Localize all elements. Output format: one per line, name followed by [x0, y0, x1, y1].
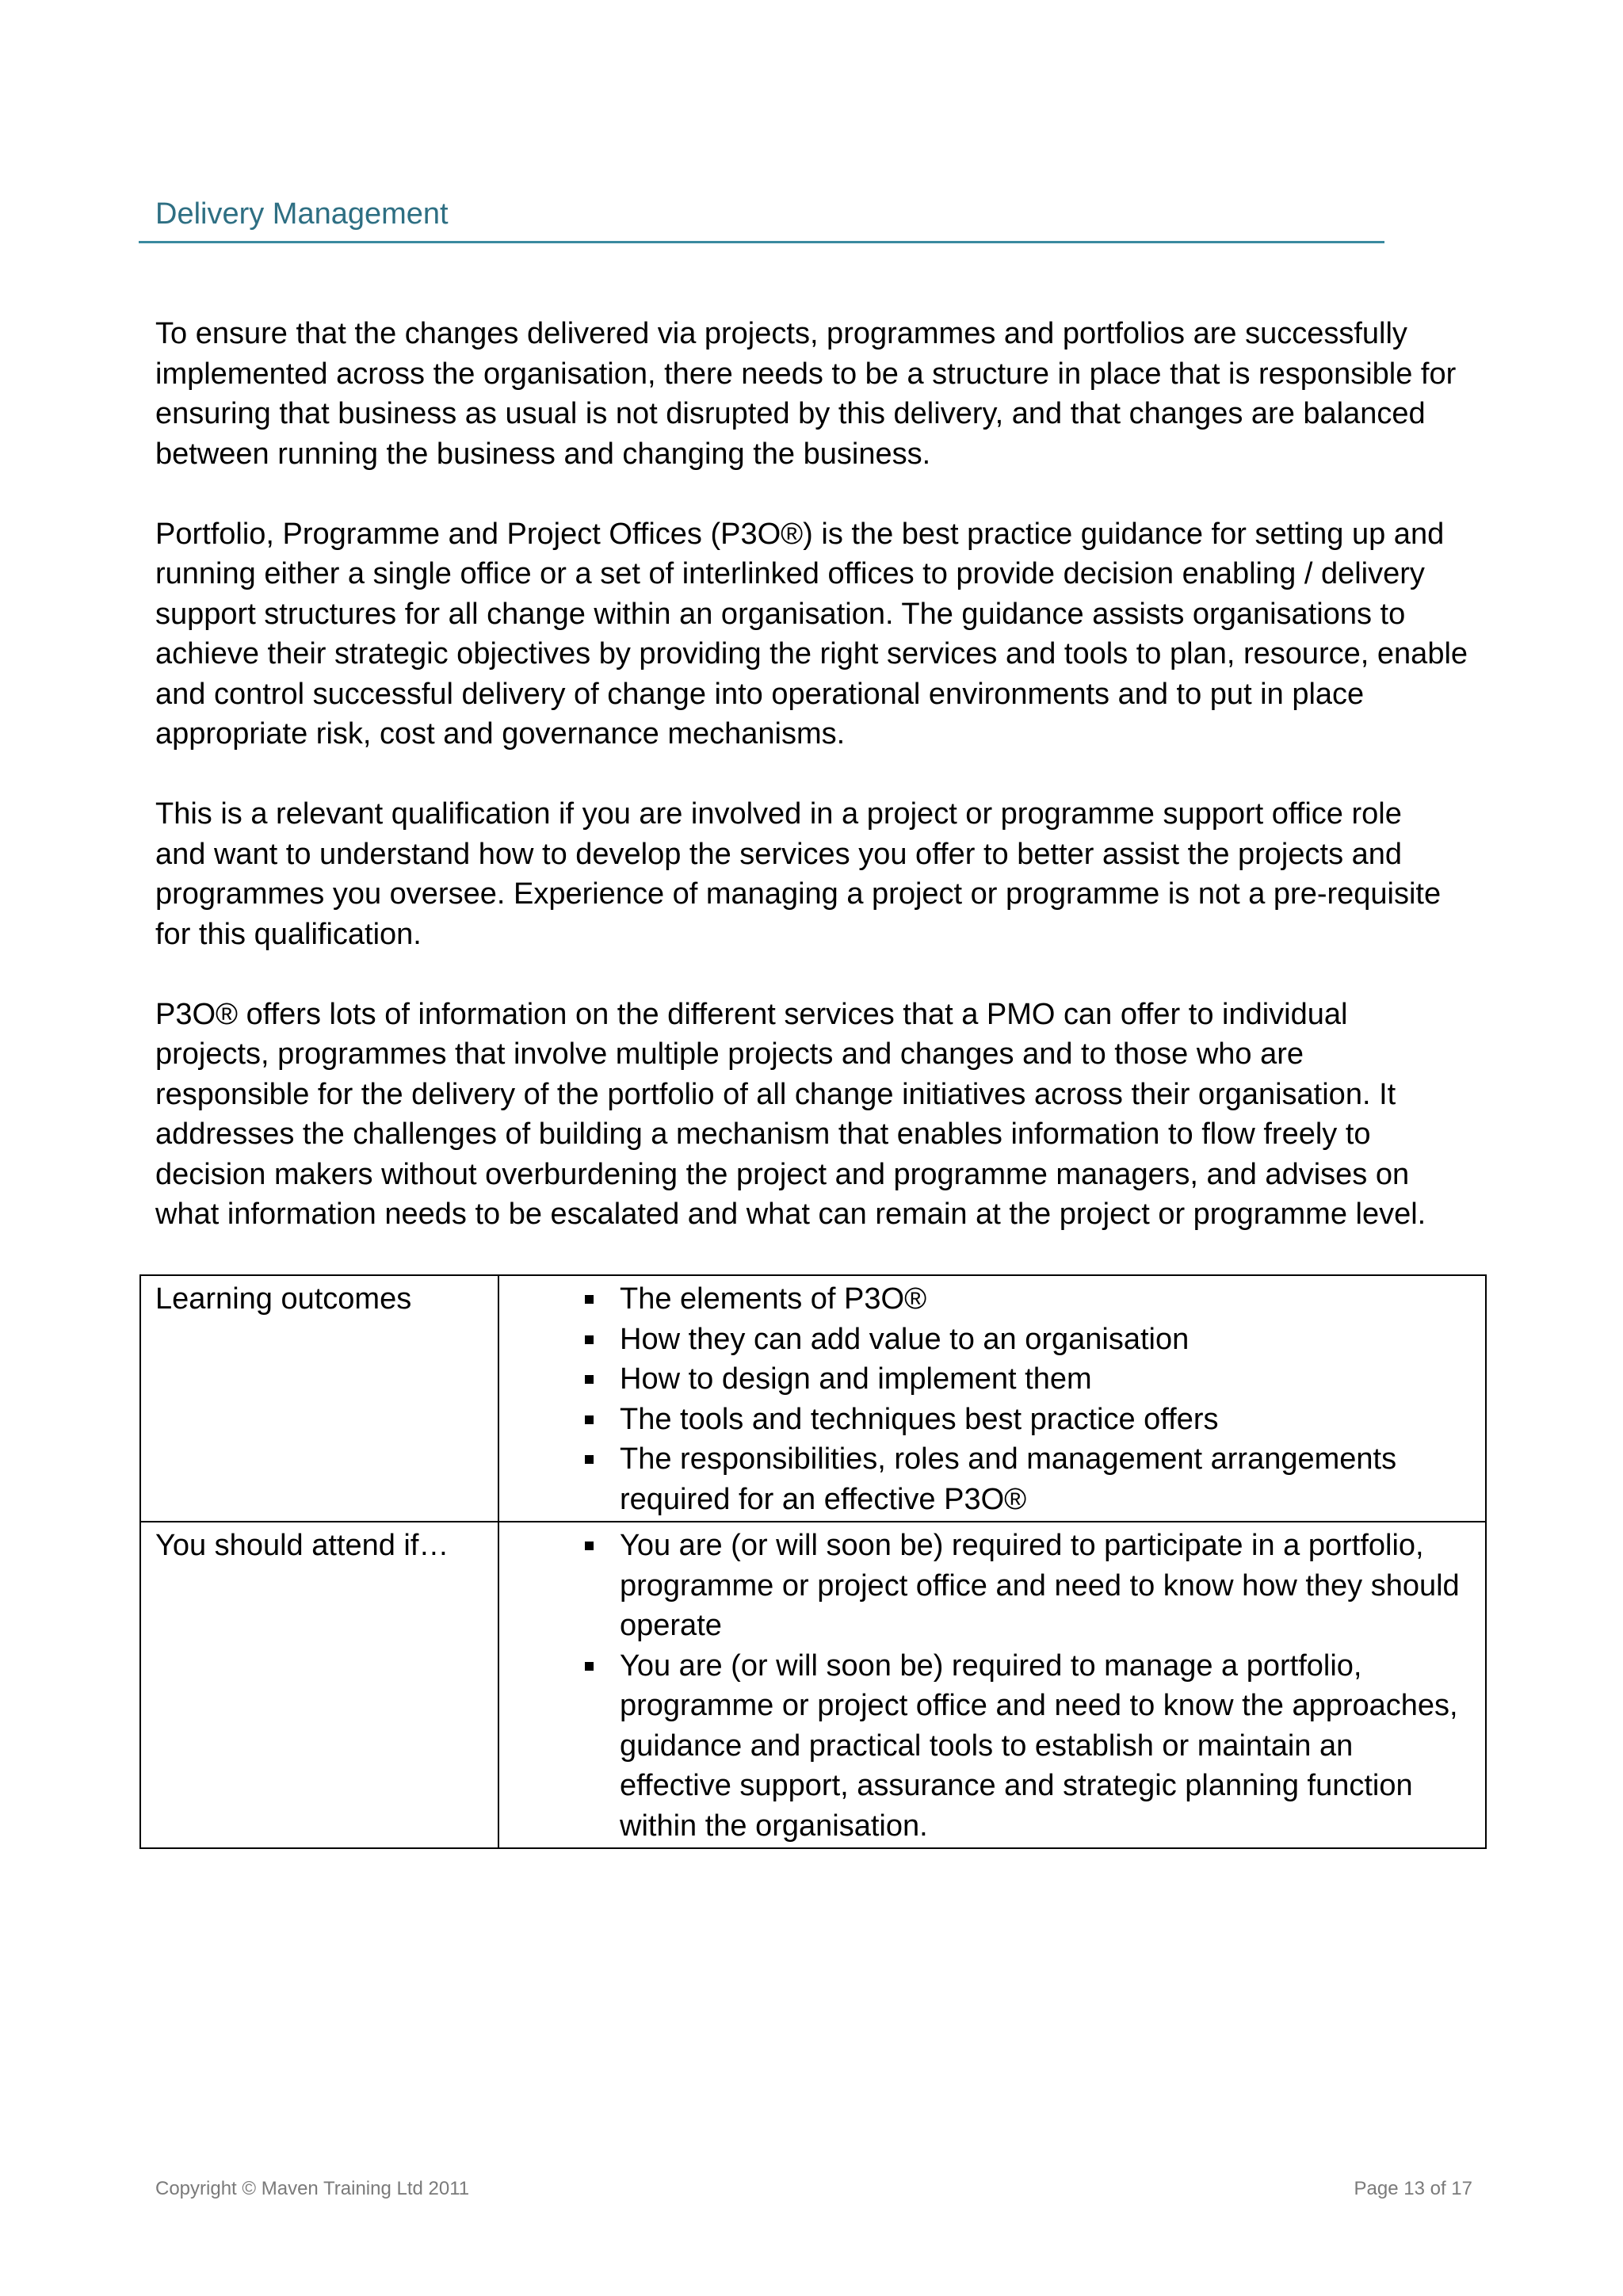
square-bullet-icon	[585, 1455, 594, 1464]
body-text	[155, 314, 1487, 1274]
square-bullet-icon	[585, 1541, 594, 1550]
bullet-list	[514, 1526, 1471, 1846]
row-label: Learning outcomes	[140, 1275, 498, 1522]
list-item-text: You are (or will soon be) required to participate in a portfolio, programme or project office and need to know how they should operate	[620, 1529, 1460, 1642]
section-heading: Delivery Management	[155, 197, 449, 231]
paragraph-relevance: This is a relevant qualification if you are involved in a project or programme support office role and want to understand how to develop the services you offer to better assist the projects and programmes you oversee. Experience of managing a project or programme is not a pre-requisite for this qualification.	[155, 797, 1442, 951]
row-content	[498, 1275, 1486, 1522]
list-item-text: You are (or will soon be) required to manage a portfolio, programme or project office and need to know the approaches, guidance and practical tools to establish or maintain an effective support, assurance and strategic planning function within the organisation.	[620, 1648, 1458, 1843]
row-content	[498, 1522, 1486, 1848]
list-item	[575, 1320, 1471, 1360]
list-item-text: How to design and implement them	[620, 1362, 1092, 1396]
square-bullet-icon	[585, 1415, 594, 1424]
square-bullet-icon	[585, 1295, 594, 1304]
course-info-table	[139, 1274, 1487, 1849]
list-item	[575, 1526, 1471, 1646]
footer-copyright: Copyright © Maven Training Ltd 2011	[155, 2178, 470, 2199]
list-item	[575, 1359, 1471, 1400]
square-bullet-icon	[585, 1335, 594, 1344]
footer-page-number: Page 13 of 17	[1354, 2178, 1472, 2199]
list-item	[575, 1400, 1471, 1440]
row-label: You should attend if…	[140, 1522, 498, 1848]
square-bullet-icon	[585, 1375, 594, 1384]
paragraph-p3o-guidance: Portfolio, Programme and Project Offices (P3O®) is the best practice guidance for setting up and running either a single office or a set of interlinked offices to provide decision enabling / delivery support structures for all change within an organisation. The guidance assists organisations to achieve their strategic objectives by providing the right services and tools to plan, resource, enable and control successful delivery of change into operational environments and to put in place appropriate risk, cost and governance mechanisms.	[155, 517, 1468, 751]
square-bullet-icon	[585, 1662, 594, 1671]
paragraph-p3o-services: P3O® offers lots of information on the different services that a PMO can offer to individual projects, programmes that involve multiple projects and changes and to those who are responsible for the delivery of the portfolio of all change initiatives across their organisation. It addresses the challenges of building a mechanism that enables information to flow freely to decision makers without overburdening the project and programme managers, and advises on what information needs to be escalated and what can remain at the project or programme level.	[155, 997, 1426, 1231]
list-item-text: How they can add value to an organisation	[620, 1322, 1190, 1356]
list-item	[575, 1279, 1471, 1320]
table-row-learning-outcomes	[140, 1275, 1486, 1522]
list-item-text: The tools and techniques best practice offers	[620, 1402, 1219, 1436]
list-item	[575, 1439, 1471, 1519]
paragraph-intro: To ensure that the changes delivered via projects, programmes and portfolios are successfully implemented across the organisation, there needs to be a structure in place that is responsible for ensuring that business as usual is not disrupted by this delivery, and that changes are balanced between running the business and changing the business.	[155, 317, 1457, 471]
heading-underline	[139, 241, 1384, 243]
list-item-text: The elements of P3O®	[620, 1282, 927, 1316]
list-item-text: The responsibilities, roles and management arrangements required for an effective P3O®	[620, 1442, 1397, 1516]
bullet-list	[514, 1279, 1471, 1519]
table-row-who-should-attend	[140, 1522, 1486, 1848]
list-item	[575, 1646, 1471, 1847]
